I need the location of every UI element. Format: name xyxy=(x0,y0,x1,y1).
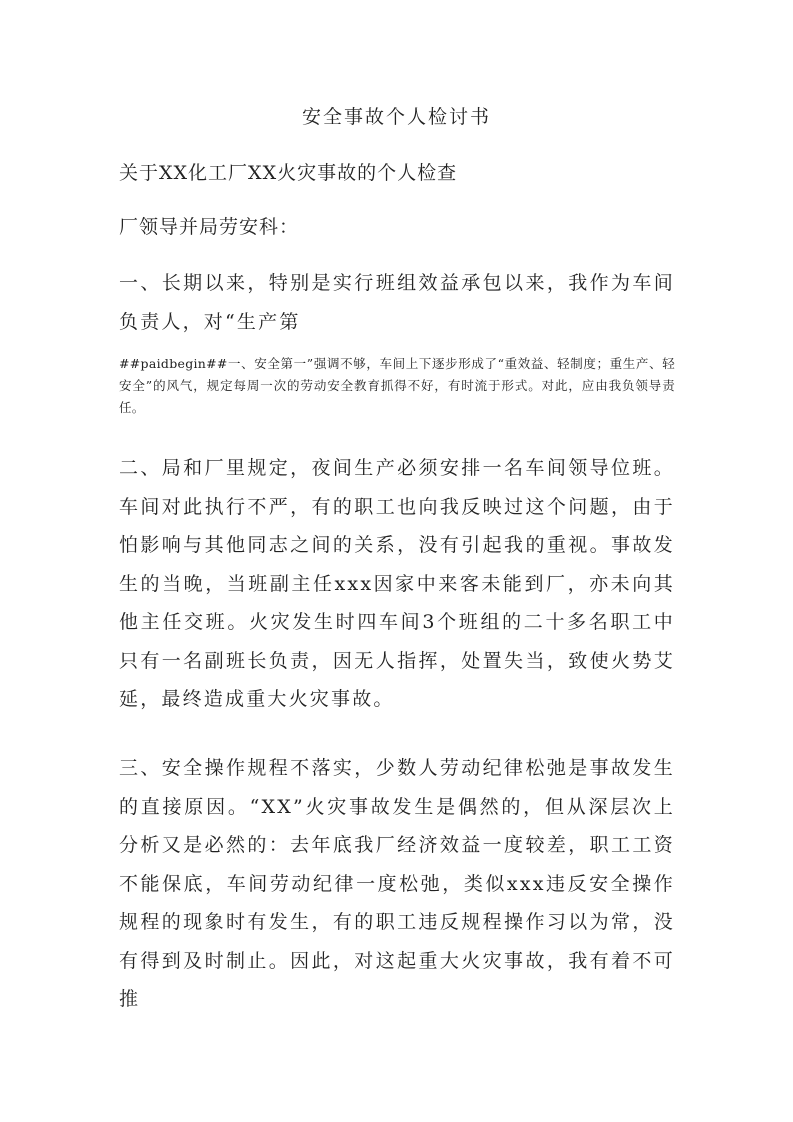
salutation: 厂领导并局劳安科： xyxy=(119,216,300,238)
paragraph-small: ##paidbegin##一、安全第一”强调不够，车间上下逐步形成了“重效益、轻制度；重生产、轻安全”的风气，规定每周一次的劳动安全教育抓得不好，有时流于形式。对此，应由我负领导责任。 xyxy=(119,356,675,415)
paragraph-2: 二、局和厂里规定，夜间生产必须安排一名车间领导位班。车间对此执行不严，有的职工也向我反映过这个问题，由于怕影响与其他同志之间的关系，没有引起我的重视。事故发生的当晚，当班副主任xxx因家中来客未能到厂，亦未向其他主任交班。火灾发生时四车间3个班组的二十多名职工中只有一名副班长负责，因无人指挥，处置失当，致使火势艾延，最终造成重大火灾事故。 xyxy=(119,457,675,710)
paragraph-1: 一、长期以来，特别是实行班组效益承包以来，我作为车间负责人，对“生产第 xyxy=(119,272,675,333)
document-subtitle: 关于XX化工厂XX火灾事故的个人检查 xyxy=(119,162,458,184)
paragraph-3: 三、安全操作规程不落实，少数人劳动纪律松弛是事故发生的直接原因。“XX”火灾事故发生是偶然的，但从深层次上分析又是必然的：去年底我厂经济效益一度较差，职工工资不能保底，车间劳动纪律一度松弛，类似xxx违反安全操作规程的现象时有发生，有的职工违反规程操作习以为常，没有得到及时制止。因此，对这起重大火灾事故，我有着不可推 xyxy=(119,757,675,1010)
document-title: 安全事故个人检讨书 xyxy=(301,106,491,128)
